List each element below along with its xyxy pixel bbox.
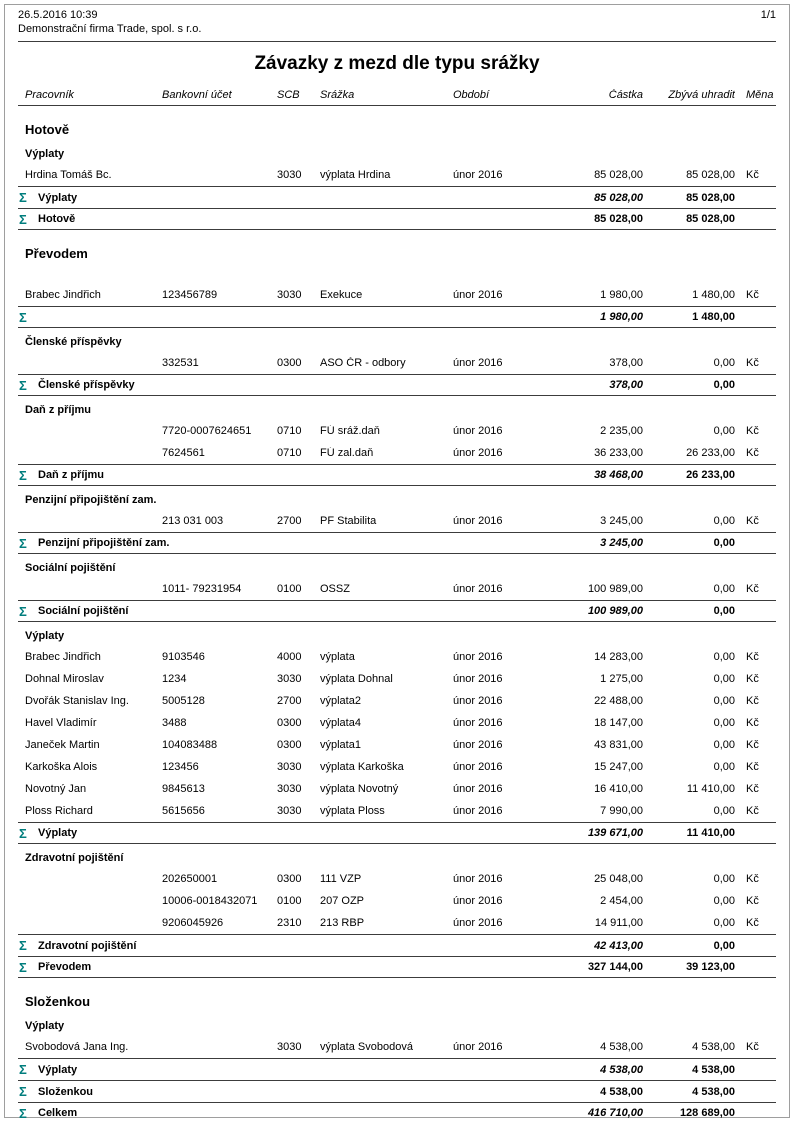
cell-srazka: výplata Karkoška [320, 761, 404, 773]
cell-ucet: 202650001 [162, 873, 218, 885]
sigma-icon: Σ [19, 309, 27, 325]
cell-castka: 22 488,00 [594, 695, 643, 707]
cell-scb: 0300 [277, 873, 302, 885]
cell-scb: 0300 [277, 739, 302, 751]
cell-castka: 3 245,00 [600, 515, 643, 527]
cell-pracovnik: Janeček Martin [25, 739, 100, 751]
cell-ucet: 10006-0018432071 [162, 895, 258, 907]
sum-zbyva: 85 028,00 [686, 213, 735, 225]
sum-row [18, 464, 776, 486]
sigma-icon: Σ [19, 1105, 27, 1121]
cell-mena: Kč [746, 717, 759, 729]
cell-mena: Kč [746, 761, 759, 773]
cell-obdobi: únor 2016 [453, 447, 503, 459]
cell-mena: Kč [746, 425, 759, 437]
col-header-obdobi: Období [453, 89, 490, 101]
cell-srazka: výplata2 [320, 695, 361, 707]
col-header-srazka: Srážka [320, 89, 355, 101]
cell-mena: Kč [746, 357, 759, 369]
sigma-icon: Σ [19, 1084, 27, 1099]
cell-scb: 3030 [277, 761, 302, 773]
cell-srazka: ASO ČR - odbory [320, 357, 406, 369]
sigma-icon: Σ [19, 938, 27, 953]
subsection-header: Daň z příjmu [25, 404, 92, 416]
sum-row-head [18, 1106, 544, 1121]
sum-zbyva: 1 480,00 [692, 311, 735, 323]
cell-castka: 100 989,00 [587, 583, 643, 595]
sum-row [18, 374, 776, 396]
cell-castka: 4 538,00 [600, 1041, 643, 1053]
table-row [18, 646, 776, 668]
cell-pracovnik: Hrdina Tomáš Bc. [25, 169, 112, 181]
table-row [18, 510, 776, 532]
cell-zbyva: 0,00 [713, 357, 735, 369]
table-row [18, 690, 776, 712]
table-row [18, 352, 776, 374]
sum-castka: 327 144,00 [587, 961, 643, 973]
sum-label: Výplaty [38, 1063, 78, 1076]
sum-row [18, 822, 776, 844]
cell-obdobi: únor 2016 [453, 515, 503, 527]
cell-mena: Kč [746, 739, 759, 751]
sum-label: Výplaty [38, 827, 78, 839]
cell-mena: Kč [746, 873, 759, 885]
sum-row [18, 934, 776, 956]
section-header: Hotově [25, 122, 70, 137]
sum-label: Sociální pojištění [38, 605, 129, 617]
cell-scb: 3030 [277, 1041, 302, 1053]
cell-scb: 0300 [277, 717, 302, 729]
sum-row-head [18, 1062, 544, 1077]
cell-pracovnik: Svobodová Jana Ing. [25, 1041, 129, 1053]
subsection-header: Sociální pojištění [25, 562, 116, 574]
cell-castka: 1 275,00 [600, 673, 643, 685]
cell-ucet: 5005128 [162, 695, 205, 707]
cell-obdobi: únor 2016 [453, 895, 503, 907]
cell-mena: Kč [746, 695, 759, 707]
cell-castka: 2 454,00 [600, 895, 643, 907]
company-name: Demonstrační firma Trade, spol. s r.o. [18, 23, 202, 35]
cell-ucet: 9845613 [162, 783, 205, 795]
cell-zbyva: 0,00 [713, 805, 735, 817]
cell-obdobi: únor 2016 [453, 1041, 503, 1053]
cell-castka: 2 235,00 [600, 425, 643, 437]
sigma-icon: Σ [19, 377, 27, 393]
sum-row [18, 600, 776, 622]
sum-castka: 3 245,00 [600, 537, 643, 549]
cell-mena: Kč [746, 805, 759, 817]
sum-zbyva: 0,00 [713, 537, 735, 549]
cell-ucet: 213 031 003 [162, 515, 224, 527]
table-row [18, 578, 776, 600]
sum-row [18, 1058, 776, 1080]
cell-srazka: výplata1 [320, 739, 361, 751]
table-row [18, 668, 776, 690]
table-row [18, 1036, 776, 1058]
sum-row [18, 208, 776, 230]
sum-label: Složenkou [38, 1085, 94, 1098]
cell-mena: Kč [746, 651, 759, 663]
cell-scb: 4000 [277, 651, 302, 663]
cell-ucet: 332531 [162, 357, 199, 369]
cell-castka: 85 028,00 [594, 169, 643, 181]
sum-zbyva: 39 123,00 [686, 961, 735, 973]
sum-row-head [18, 960, 544, 975]
col-header-castka: Částka [608, 89, 643, 101]
cell-ucet: 5615656 [162, 805, 205, 817]
cell-srazka: 111 VZP [320, 873, 362, 885]
column-header-row [18, 89, 776, 106]
section-header: Složenkou [25, 994, 91, 1009]
cell-srazka: PF Stabilita [320, 515, 377, 527]
cell-castka: 16 410,00 [594, 783, 643, 795]
cell-castka: 7 990,00 [600, 805, 643, 817]
cell-zbyva: 4 538,00 [692, 1041, 735, 1053]
cell-ucet: 7720-0007624651 [162, 425, 252, 437]
cell-castka: 15 247,00 [594, 761, 643, 773]
cell-obdobi: únor 2016 [453, 289, 503, 301]
cell-ucet: 7624561 [162, 447, 205, 459]
cell-zbyva: 1 480,00 [692, 289, 735, 301]
cell-mena: Kč [746, 515, 759, 527]
sigma-icon: Σ [19, 467, 27, 483]
spacer [18, 264, 776, 284]
page-number: 1/1 [760, 9, 776, 21]
cell-mena: Kč [746, 895, 759, 907]
sum-castka: 378,00 [609, 379, 643, 391]
cell-scb: 0710 [277, 447, 302, 459]
cell-obdobi: únor 2016 [453, 805, 503, 817]
cell-pracovnik: Ploss Richard [25, 805, 93, 817]
cell-srazka: FÚ sráž.daň [320, 425, 380, 437]
sigma-icon: Σ [19, 211, 27, 227]
col-header-mena: Měna [746, 89, 774, 101]
table-row [18, 284, 776, 306]
table-row [18, 756, 776, 778]
col-header-scb: SCB [277, 89, 300, 101]
sum-row [18, 306, 776, 328]
cell-zbyva: 26 233,00 [686, 447, 735, 459]
sum-castka: 100 989,00 [587, 605, 643, 617]
cell-pracovnik: Karkoška Alois [25, 761, 98, 773]
cell-srazka: OSSZ [320, 583, 350, 595]
subsection-header: Penzijní připojištění zam. [25, 494, 157, 506]
sum-zbyva: 4 538,00 [692, 1063, 735, 1076]
subsection-header: Členské příspěvky [25, 336, 122, 348]
cell-obdobi: únor 2016 [453, 717, 503, 729]
cell-ucet: 9206045926 [162, 917, 224, 929]
sum-castka: 85 028,00 [594, 213, 643, 225]
table-row [18, 778, 776, 800]
cell-srazka: FÚ zal.daň [320, 447, 374, 459]
cell-scb: 0100 [277, 583, 302, 595]
cell-obdobi: únor 2016 [453, 917, 503, 929]
table-row [18, 912, 776, 934]
sum-label: Zdravotní pojištění [38, 939, 137, 952]
sum-zbyva: 0,00 [713, 605, 735, 617]
report-rows [18, 118, 776, 1122]
cell-mena: Kč [746, 673, 759, 685]
cell-scb: 0300 [277, 357, 302, 369]
cell-scb: 2700 [277, 515, 302, 527]
cell-castka: 18 147,00 [594, 717, 643, 729]
cell-scb: 3030 [277, 673, 302, 685]
sum-row-head [18, 1084, 544, 1099]
cell-zbyva: 0,00 [713, 425, 735, 437]
table-row [18, 442, 776, 464]
sum-zbyva: 0,00 [713, 379, 735, 391]
cell-pracovnik: Brabec Jindřich [25, 651, 101, 663]
sum-row [18, 1102, 776, 1122]
subsection-header: Výplaty [25, 148, 65, 160]
table-row [18, 800, 776, 822]
subsection-header: Zdravotní pojištění [25, 852, 124, 864]
cell-obdobi: únor 2016 [453, 739, 503, 751]
sum-zbyva: 26 233,00 [686, 469, 735, 481]
sum-zbyva: 128 689,00 [679, 1107, 735, 1119]
sum-row-head [18, 536, 544, 551]
sum-row-head [18, 826, 544, 841]
table-row [18, 712, 776, 734]
cell-zbyva: 0,00 [713, 651, 735, 663]
cell-zbyva: 0,00 [713, 917, 735, 929]
cell-mena: Kč [746, 447, 759, 459]
sum-zbyva: 85 028,00 [686, 191, 735, 204]
sum-row [18, 956, 776, 978]
sum-zbyva: 4 538,00 [692, 1085, 735, 1098]
report-datetime: 26.5.2016 10:39 [18, 9, 98, 21]
sum-row-head [18, 604, 544, 619]
subsection-header: Výplaty [25, 630, 65, 642]
section-header: Převodem [25, 246, 88, 261]
sum-castka: 85 028,00 [594, 191, 643, 204]
sum-label: Členské příspěvky [38, 379, 135, 391]
sum-label: Hotově [38, 213, 76, 225]
sum-castka: 42 413,00 [594, 939, 643, 952]
col-header-pracovnik: Pracovník [25, 89, 74, 101]
table-row [18, 164, 776, 186]
cell-zbyva: 0,00 [713, 583, 735, 595]
cell-scb: 3030 [277, 169, 302, 181]
cell-scb: 2700 [277, 695, 302, 707]
cell-pracovnik: Dohnal Miroslav [25, 673, 104, 685]
cell-srazka: výplata Dohnal [320, 673, 393, 685]
cell-castka: 14 911,00 [594, 917, 643, 929]
sigma-icon: Σ [19, 535, 27, 551]
sum-row-head [18, 468, 544, 483]
cell-ucet: 104083488 [162, 739, 218, 751]
cell-obdobi: únor 2016 [453, 583, 503, 595]
sum-row-head [18, 310, 544, 325]
cell-pracovnik: Dvořák Stanislav Ing. [25, 695, 129, 707]
sum-castka: 416 710,00 [587, 1107, 643, 1119]
cell-zbyva: 0,00 [713, 761, 735, 773]
cell-scb: 2310 [277, 917, 302, 929]
cell-mena: Kč [746, 169, 759, 181]
cell-ucet: 9103546 [162, 651, 205, 663]
cell-scb: 3030 [277, 805, 302, 817]
cell-zbyva: 0,00 [713, 739, 735, 751]
sigma-icon: Σ [19, 825, 27, 841]
cell-ucet: 123456789 [162, 289, 218, 301]
cell-obdobi: únor 2016 [453, 651, 503, 663]
sigma-icon: Σ [19, 959, 27, 975]
cell-mena: Kč [746, 583, 759, 595]
cell-srazka: výplata Svobodová [320, 1041, 413, 1053]
sum-zbyva: 0,00 [713, 939, 735, 952]
cell-zbyva: 85 028,00 [686, 169, 735, 181]
sigma-icon: Σ [19, 603, 27, 619]
sum-castka: 139 671,00 [587, 827, 643, 839]
sum-row [18, 532, 776, 554]
cell-obdobi: únor 2016 [453, 673, 503, 685]
cell-ucet: 1011- 79231954 [162, 583, 242, 595]
sum-row-head [18, 378, 544, 393]
sum-row-head [18, 212, 544, 227]
sum-row [18, 186, 776, 208]
cell-obdobi: únor 2016 [453, 357, 503, 369]
cell-obdobi: únor 2016 [453, 761, 503, 773]
cell-srazka: 207 OZP [320, 895, 365, 907]
col-header-zbyva-uhradit: Zbývá uhradit [668, 89, 735, 101]
header-divider [18, 41, 776, 42]
sum-row-head [18, 190, 544, 205]
cell-castka: 25 048,00 [594, 873, 643, 885]
cell-pracovnik: Brabec Jindřich [25, 289, 101, 301]
cell-obdobi: únor 2016 [453, 783, 503, 795]
cell-mena: Kč [746, 783, 759, 795]
cell-zbyva: 0,00 [713, 515, 735, 527]
cell-scb: 3030 [277, 289, 302, 301]
cell-scb: 3030 [277, 783, 302, 795]
cell-castka: 14 283,00 [594, 651, 643, 663]
cell-srazka: výplata Hrdina [320, 169, 391, 181]
cell-srazka: 213 RBP [320, 917, 365, 929]
cell-mena: Kč [746, 289, 759, 301]
sigma-icon: Σ [19, 190, 27, 205]
subsection-header: Výplaty [25, 1020, 65, 1032]
report-title: Závazky z mezd dle typu srážky [254, 53, 540, 74]
report-meta [18, 9, 776, 22]
cell-ucet: 123456 [162, 761, 199, 773]
sum-castka: 4 538,00 [600, 1063, 643, 1076]
report-content [18, 9, 776, 1122]
cell-srazka: Exekuce [320, 289, 363, 301]
cell-pracovnik: Havel Vladimír [25, 717, 97, 729]
cell-zbyva: 0,00 [713, 873, 735, 885]
cell-castka: 36 233,00 [594, 447, 643, 459]
cell-obdobi: únor 2016 [453, 873, 503, 885]
table-row [18, 890, 776, 912]
sum-label: Převodem [38, 961, 92, 973]
cell-ucet: 3488 [162, 717, 187, 729]
cell-zbyva: 11 410,00 [686, 783, 735, 795]
cell-scb: 0710 [277, 425, 302, 437]
sum-label: Výplaty [38, 191, 78, 204]
cell-scb: 0100 [277, 895, 302, 907]
cell-mena: Kč [746, 917, 759, 929]
cell-zbyva: 0,00 [713, 695, 735, 707]
cell-srazka: výplata [320, 651, 355, 663]
cell-castka: 1 980,00 [600, 289, 643, 301]
cell-pracovnik: Novotný Jan [25, 783, 87, 795]
cell-srazka: výplata4 [320, 717, 361, 729]
sigma-icon: Σ [19, 1062, 27, 1077]
cell-obdobi: únor 2016 [453, 695, 503, 707]
cell-srazka: výplata Ploss [320, 805, 385, 817]
cell-zbyva: 0,00 [713, 673, 735, 685]
cell-ucet: 1234 [162, 673, 187, 685]
cell-zbyva: 0,00 [713, 717, 735, 729]
col-header-bankovni-ucet: Bankovní účet [162, 89, 232, 101]
sum-label: Penzijní připojištění zam. [38, 537, 170, 549]
cell-srazka: výplata Novotný [320, 783, 399, 795]
sum-row [18, 1080, 776, 1102]
cell-castka: 43 831,00 [594, 739, 643, 751]
sum-label: Celkem [38, 1107, 78, 1119]
sum-castka: 4 538,00 [600, 1085, 643, 1098]
cell-obdobi: únor 2016 [453, 425, 503, 437]
cell-zbyva: 0,00 [713, 895, 735, 907]
sum-zbyva: 11 410,00 [686, 827, 735, 839]
table-row [18, 734, 776, 756]
cell-mena: Kč [746, 1041, 759, 1053]
cell-obdobi: únor 2016 [453, 169, 503, 181]
table-row [18, 420, 776, 442]
sum-castka: 38 468,00 [594, 469, 643, 481]
sum-row-head [18, 938, 544, 953]
cell-castka: 378,00 [609, 357, 643, 369]
sum-castka: 1 980,00 [600, 311, 643, 323]
sum-label: Daň z příjmu [38, 469, 105, 481]
table-row [18, 868, 776, 890]
